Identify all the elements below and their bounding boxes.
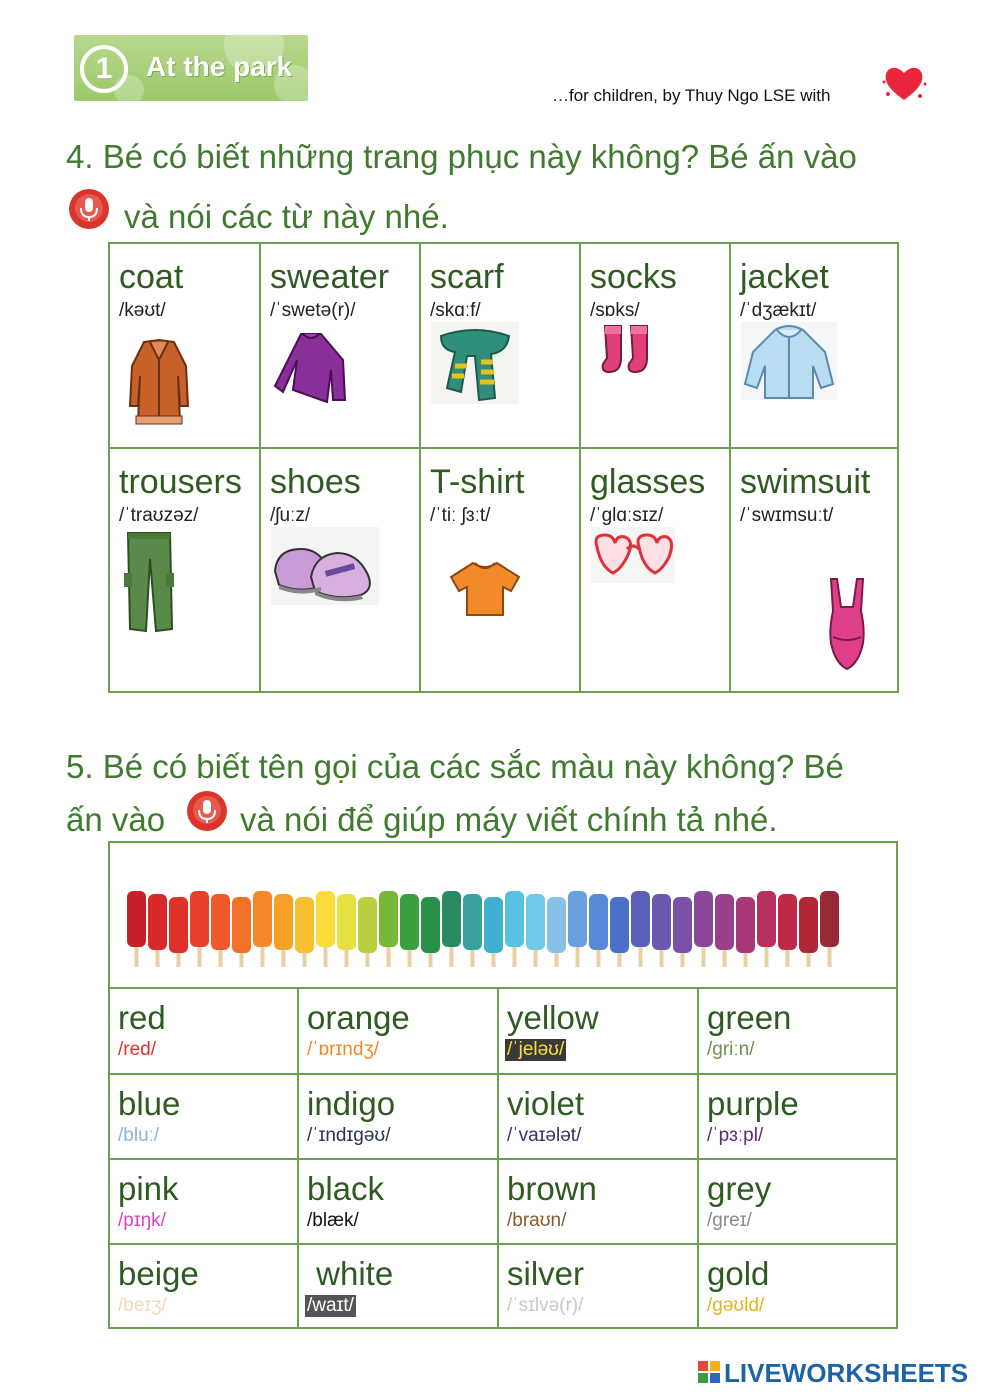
color-word: beige [118,1255,199,1292]
color-word: yellow [507,999,599,1036]
microphone-icon[interactable] [186,790,228,832]
row-divider [110,1073,896,1075]
clothes-ipa: /ˈtiː ʃɜːt/ [430,505,491,526]
popsicle [358,897,377,967]
popsicle [232,897,251,967]
unit-logo [74,35,308,101]
color-ipa: /ˈvaɪələt/ [507,1125,582,1146]
popsicle [589,894,608,967]
credit-text: …for children, by Thuy Ngo LSE with [552,86,831,105]
column-divider [497,989,499,1327]
clothes-cell-jacket [731,244,897,447]
popsicle [673,897,692,967]
popsicle [442,891,461,967]
color-word: blue [118,1085,181,1122]
clothes-word: shoes [270,463,361,501]
unit-title: At the park [146,51,293,82]
popsicle [757,891,776,967]
color-word: green [707,999,792,1036]
socks-icon [599,322,659,376]
clothes-word: scarf [430,258,504,296]
clothes-cell-swimsuit [731,449,897,691]
clothes-ipa: /sɒks/ [590,300,640,321]
popsicle [190,891,209,967]
scarf-icon [431,322,519,404]
color-word: violet [507,1085,585,1122]
clothes-word: T-shirt [430,463,525,501]
color-word: indigo [307,1085,396,1122]
color-word: red [118,999,166,1036]
clothes-ipa: /ˈswetə(r)/ [270,300,356,321]
color-word: silver [507,1255,585,1292]
popsicle [631,891,650,967]
row-divider [110,1158,896,1160]
jacket-icon [741,322,837,400]
color-ipa: /bluː/ [118,1125,160,1146]
popsicle [211,894,230,967]
popsicle [610,897,629,967]
color-word: gold [707,1255,770,1292]
heart-icon [880,62,928,104]
color-ipa: /ˈjeləʊ/ [507,1039,565,1060]
color-ipa: /ɡreɪ/ [707,1210,752,1231]
clothes-word: glasses [590,463,706,501]
popsicles-picture [126,887,840,969]
clothes-word: jacket [740,258,829,296]
color-ipa: /waɪt/ [307,1295,354,1316]
color-word: brown [507,1170,597,1207]
popsicle [148,894,167,967]
section5-heading-line1: 5. Bé có biết tên gọi của các sắc màu này không? Bé [66,748,844,785]
section5-heading-line2b: và nói để giúp máy viết chính tả nhé. [240,801,778,838]
popsicle [337,894,356,967]
liveworksheets-icon [698,1361,720,1383]
color-word: pink [118,1170,179,1207]
section4-heading-line2: và nói các từ này nhé. [124,198,449,235]
clothes-cell-scarf [421,244,581,447]
color-ipa: /ˈpɜːpl/ [707,1125,764,1146]
color-ipa: /red/ [118,1039,157,1060]
color-word: white [307,1255,394,1292]
color-word: grey [707,1170,772,1207]
color-ipa: /ˈɪndɪɡəʊ/ [307,1125,391,1146]
swimsuit-icon [823,577,871,675]
popsicle [169,897,188,967]
coat-icon [124,336,194,428]
color-word: black [307,1170,385,1207]
clothes-ipa: /ˈswɪmsuːt/ [740,505,834,526]
section5-heading-line2a: ấn vào [66,801,166,838]
clothes-cell-glasses [581,449,731,691]
clothes-ipa: /ʃuːz/ [270,505,311,526]
popsicle [652,894,671,967]
color-ipa: /pɪŋk/ [118,1210,166,1231]
popsicle [568,891,587,967]
popsicle [274,894,293,967]
popsicle [400,894,419,967]
popsicle [463,894,482,967]
popsicle [736,897,755,967]
clothes-cell-tshirt [421,449,581,691]
trousers-icon [122,529,176,637]
popsicle [295,897,314,967]
color-ipa: /ɡriːn/ [707,1039,755,1060]
color-ipa: /blæk/ [307,1210,359,1231]
liveworksheets-logo [698,1358,994,1388]
clothes-cell-sweater [261,244,421,447]
popsicle [820,891,839,967]
shoes-icon [271,527,379,605]
sweater-icon [271,330,351,406]
clothes-cell-socks [581,244,731,447]
clothes-ipa: /ˈɡlɑːsɪz/ [590,505,664,526]
popsicle [421,897,440,967]
popsicle [484,897,503,967]
color-ipa: /braʊn/ [507,1210,567,1231]
clothes-word: socks [590,258,677,296]
popsicle [253,891,272,967]
liveworksheets-brand: LIVEWORKSHEETS [724,1358,969,1388]
popsicle [778,894,797,967]
clothes-cell-coat [110,244,261,447]
clothes-ipa: /skɑːf/ [430,300,481,321]
microphone-icon[interactable] [68,188,110,230]
popsicle [799,897,818,967]
popsicle [526,894,545,967]
clothes-word: coat [119,258,184,296]
clothes-word: trousers [119,463,242,501]
row-divider [110,987,896,989]
column-divider [297,989,299,1327]
color-word: purple [707,1085,799,1122]
color-ipa: /beɪʒ/ [118,1295,167,1316]
tshirt-icon [447,559,523,619]
popsicle [505,891,524,967]
column-divider [697,989,699,1327]
clothes-ipa: /ˈdʒækɪt/ [740,300,817,321]
popsicle [694,891,713,967]
popsicle [379,891,398,967]
glasses-icon [591,527,675,583]
clothes-cell-trousers [110,449,261,691]
clothes-word: sweater [270,258,390,296]
clothes-cell-shoes [261,449,421,691]
clothes-table [108,242,899,693]
popsicle [316,891,335,967]
color-word: orange [307,999,410,1036]
color-ipa: /ɡəʊld/ [707,1295,765,1316]
color-ipa: /ˈsɪlvə(r)/ [507,1295,584,1316]
colors-table [108,841,898,1329]
clothes-ipa: /ˈtraʊzəz/ [119,505,199,526]
clothes-word: swimsuit [740,463,871,501]
color-ipa: /ˈɒrɪndʒ/ [307,1039,380,1060]
popsicle [547,897,566,967]
clothes-ipa: /kəʊt/ [119,300,166,321]
row-divider [110,1243,896,1245]
popsicle [715,894,734,967]
popsicle [127,891,146,967]
unit-number: 1 [80,45,128,93]
section4-heading-line1: 4. Bé có biết những trang phục này không? Bé ấn vào [66,138,857,175]
